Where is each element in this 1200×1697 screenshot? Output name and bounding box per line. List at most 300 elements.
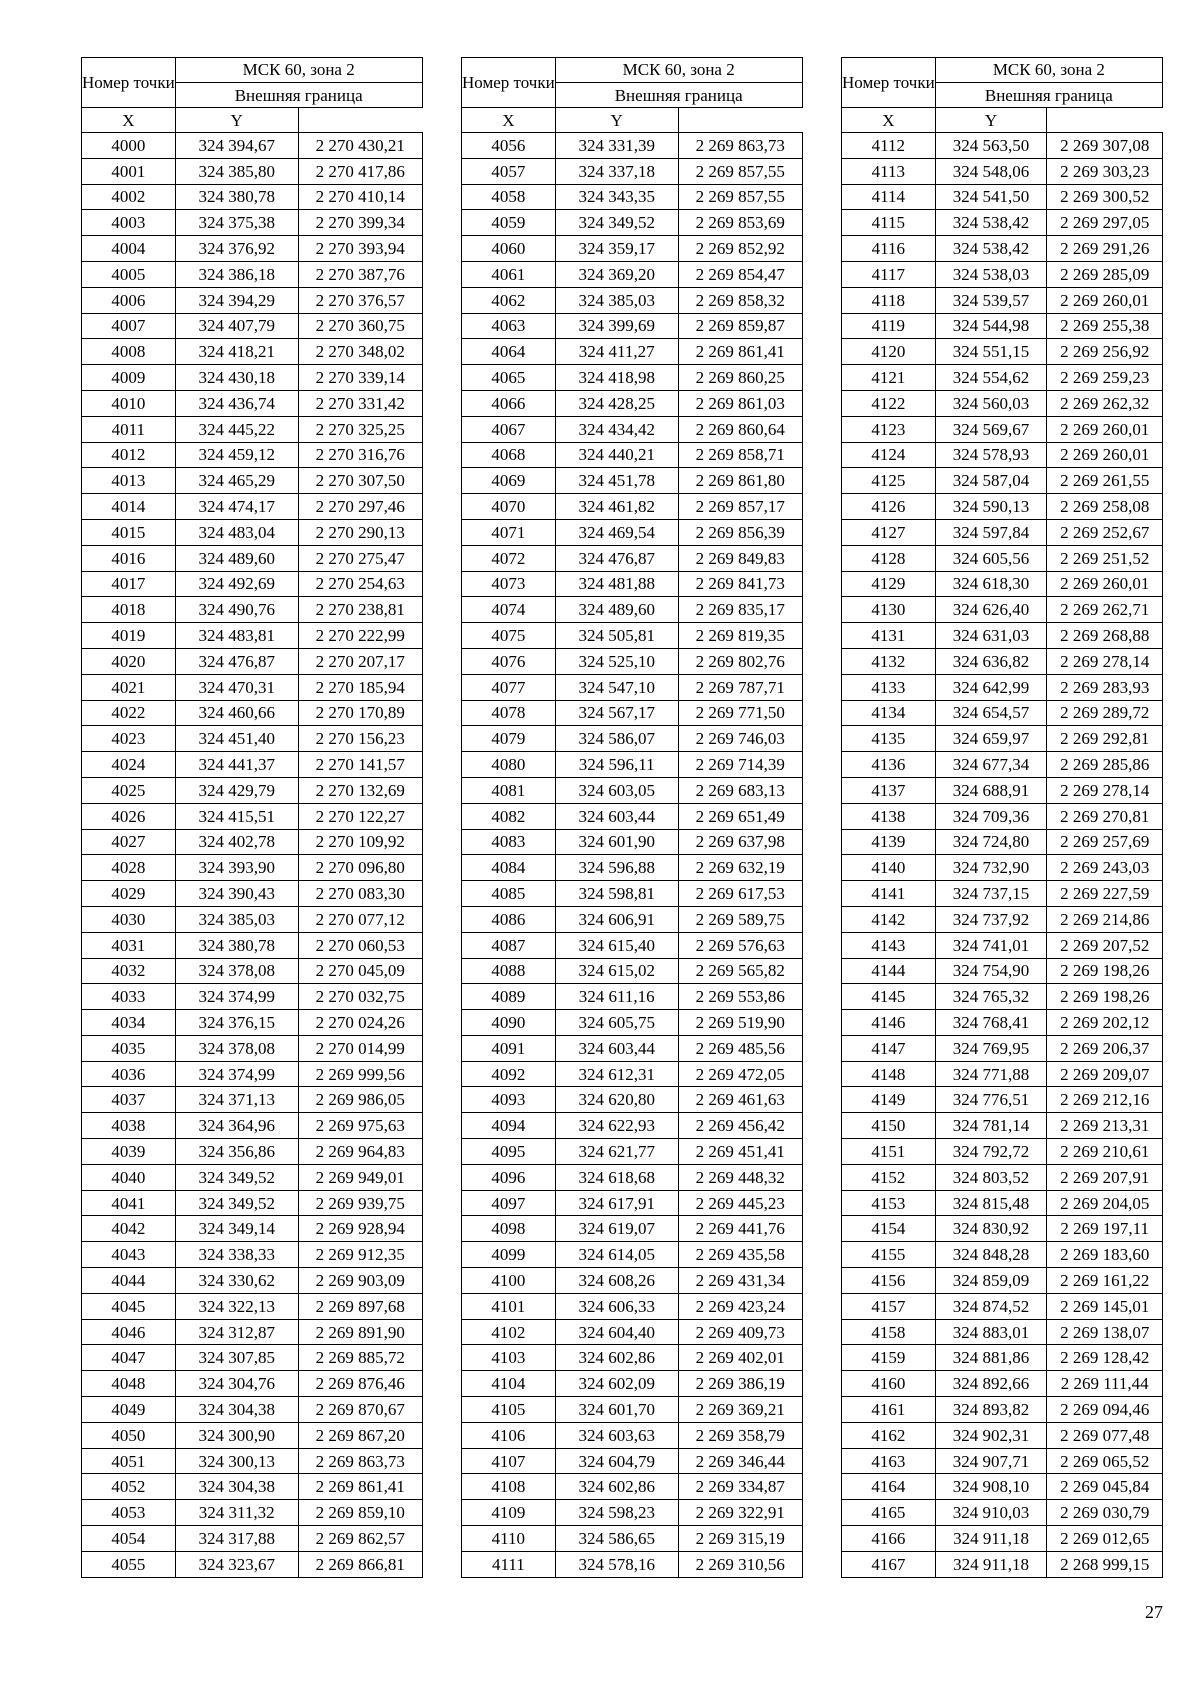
point-number-cell: 4167 [842,1551,936,1577]
point-number-cell: 4061 [462,261,556,287]
y-coordinate-cell: 2 269 322,91 [678,1500,802,1526]
y-coordinate-cell: 2 269 111,44 [1047,1371,1163,1397]
point-number-cell: 4035 [82,1035,176,1061]
table-row [842,184,1163,210]
point-number-cell: 4078 [462,700,556,726]
y-coordinate-cell: 2 269 859,87 [678,313,802,339]
table-row [82,365,423,391]
table-row [842,1242,1163,1268]
table-row [462,1061,803,1087]
x-coordinate-cell: 324 490,76 [175,597,298,623]
table-row [462,855,803,881]
y-coordinate-cell: 2 270 376,57 [298,287,422,313]
y-coordinate-cell: 2 270 170,89 [298,700,422,726]
table-row [462,1422,803,1448]
x-coordinate-cell: 324 492,69 [175,571,298,597]
y-coordinate-cell: 2 269 197,11 [1047,1216,1163,1242]
point-number-cell: 4157 [842,1293,936,1319]
x-coordinate-cell: 324 569,67 [935,416,1047,442]
point-number-cell: 4055 [82,1551,176,1577]
x-coordinate-cell: 324 474,17 [175,494,298,520]
x-coordinate-cell: 324 596,11 [555,752,678,778]
x-coordinate-cell: 324 380,78 [175,184,298,210]
point-number-cell: 4105 [462,1397,556,1423]
x-coordinate-cell: 324 317,88 [175,1526,298,1552]
table-row [82,958,423,984]
x-coordinate-cell: 324 434,42 [555,416,678,442]
x-coordinate-cell: 324 560,03 [935,390,1047,416]
y-coordinate-cell: 2 269 138,07 [1047,1319,1163,1345]
table-row [82,1422,423,1448]
y-header: Y [175,108,298,133]
y-coordinate-cell: 2 269 292,81 [1047,726,1163,752]
x-coordinate-cell: 324 451,40 [175,726,298,752]
point-number-cell: 4107 [462,1448,556,1474]
y-coordinate-cell: 2 270 360,75 [298,313,422,339]
y-coordinate-cell: 2 269 565,82 [678,958,802,984]
y-coordinate-cell: 2 269 283,93 [1047,674,1163,700]
table-row [462,210,803,236]
y-coordinate-cell: 2 269 859,10 [298,1500,422,1526]
table-row [842,906,1163,932]
table-row [842,210,1163,236]
x-coordinate-cell: 324 724,80 [935,829,1047,855]
y-coordinate-cell: 2 269 858,32 [678,287,802,313]
table-row [842,1061,1163,1087]
point-number-cell: 4154 [842,1216,936,1242]
y-coordinate-cell: 2 270 132,69 [298,777,422,803]
point-number-cell: 4065 [462,365,556,391]
point-number-cell: 4016 [82,545,176,571]
point-number-cell: 4002 [82,184,176,210]
x-coordinate-cell: 324 883,01 [935,1319,1047,1345]
table-row [82,1216,423,1242]
point-number-cell: 4145 [842,984,936,1010]
x-coordinate-cell: 324 615,02 [555,958,678,984]
x-coordinate-cell: 324 538,42 [935,236,1047,262]
point-number-cell: 4089 [462,984,556,1010]
x-coordinate-cell: 324 611,16 [555,984,678,1010]
table-row [82,726,423,752]
y-coordinate-cell: 2 270 122,27 [298,803,422,829]
point-number-cell: 4080 [462,752,556,778]
point-number-cell: 4130 [842,597,936,623]
table-row [82,1035,423,1061]
point-number-header: Номер точки [82,58,176,108]
table-row [462,1500,803,1526]
point-number-cell: 4122 [842,390,936,416]
y-coordinate-cell: 2 269 863,73 [298,1448,422,1474]
point-number-cell: 4132 [842,648,936,674]
y-coordinate-cell: 2 269 849,83 [678,545,802,571]
y-coordinate-cell: 2 269 787,71 [678,674,802,700]
table-row [842,700,1163,726]
point-number-cell: 4106 [462,1422,556,1448]
point-number-cell: 4128 [842,545,936,571]
x-coordinate-cell: 324 654,57 [935,700,1047,726]
table-row [82,1397,423,1423]
x-coordinate-cell: 324 376,92 [175,236,298,262]
table-row [842,313,1163,339]
y-coordinate-cell: 2 270 348,02 [298,339,422,365]
y-coordinate-cell: 2 270 297,46 [298,494,422,520]
x-coordinate-cell: 324 476,87 [175,648,298,674]
point-number-cell: 4136 [842,752,936,778]
y-coordinate-cell: 2 270 024,26 [298,1010,422,1036]
y-coordinate-cell: 2 269 632,19 [678,855,802,881]
table-row [842,1448,1163,1474]
point-number-cell: 4113 [842,158,936,184]
table-row [462,1345,803,1371]
point-number-cell: 4146 [842,1010,936,1036]
point-number-cell: 4042 [82,1216,176,1242]
y-coordinate-cell: 2 269 285,09 [1047,261,1163,287]
y-coordinate-cell: 2 269 802,76 [678,648,802,674]
table-row [82,1448,423,1474]
y-coordinate-cell: 2 269 262,71 [1047,597,1163,623]
table-row [842,1035,1163,1061]
x-coordinate-cell: 324 551,15 [935,339,1047,365]
x-coordinate-cell: 324 369,20 [555,261,678,287]
y-coordinate-cell: 2 269 259,23 [1047,365,1163,391]
point-number-cell: 4043 [82,1242,176,1268]
y-coordinate-cell: 2 269 300,52 [1047,184,1163,210]
y-coordinate-cell: 2 269 835,17 [678,597,802,623]
x-coordinate-cell: 324 578,16 [555,1551,678,1577]
x-coordinate-cell: 324 769,95 [935,1035,1047,1061]
y-coordinate-cell: 2 269 862,57 [298,1526,422,1552]
y-coordinate-cell: 2 269 854,47 [678,261,802,287]
y-coordinate-cell: 2 270 331,42 [298,390,422,416]
y-coordinate-cell: 2 269 077,48 [1047,1422,1163,1448]
table-row [82,1242,423,1268]
table-row [82,1500,423,1526]
point-number-cell: 4050 [82,1422,176,1448]
y-coordinate-cell: 2 269 198,26 [1047,958,1163,984]
table-row [462,1242,803,1268]
x-coordinate-cell: 324 538,03 [935,261,1047,287]
x-coordinate-cell: 324 602,86 [555,1474,678,1500]
point-number-cell: 4124 [842,442,936,468]
y-coordinate-cell: 2 269 746,03 [678,726,802,752]
point-number-cell: 4137 [842,777,936,803]
x-coordinate-cell: 324 859,09 [935,1268,1047,1294]
point-number-cell: 4022 [82,700,176,726]
table-row [82,442,423,468]
point-number-header: Номер точки [842,58,936,108]
point-number-cell: 4103 [462,1345,556,1371]
point-number-cell: 4054 [82,1526,176,1552]
table-row [462,674,803,700]
y-coordinate-cell: 2 269 714,39 [678,752,802,778]
x-coordinate-cell: 324 312,87 [175,1319,298,1345]
table-row [82,287,423,313]
table-row [82,416,423,442]
table-row [842,287,1163,313]
x-coordinate-cell: 324 803,52 [935,1164,1047,1190]
y-coordinate-cell: 2 269 857,17 [678,494,802,520]
table-row [462,1268,803,1294]
table-row [82,752,423,778]
y-coordinate-cell: 2 269 386,19 [678,1371,802,1397]
x-coordinate-cell: 324 830,92 [935,1216,1047,1242]
table-row [82,313,423,339]
y-coordinate-cell: 2 269 867,20 [298,1422,422,1448]
y-coordinate-cell: 2 269 431,34 [678,1268,802,1294]
point-number-cell: 4066 [462,390,556,416]
y-coordinate-cell: 2 269 255,38 [1047,313,1163,339]
table-row [462,803,803,829]
y-coordinate-cell: 2 269 030,79 [1047,1500,1163,1526]
point-number-cell: 4063 [462,313,556,339]
x-coordinate-cell: 324 304,38 [175,1474,298,1500]
table-row [82,855,423,881]
x-coordinate-cell: 324 602,09 [555,1371,678,1397]
y-coordinate-cell: 2 269 861,41 [298,1474,422,1500]
x-coordinate-cell: 324 544,98 [935,313,1047,339]
x-coordinate-cell: 324 603,05 [555,777,678,803]
x-coordinate-cell: 324 892,66 [935,1371,1047,1397]
table-row [82,1087,423,1113]
x-coordinate-cell: 324 605,75 [555,1010,678,1036]
y-coordinate-cell: 2 269 261,55 [1047,468,1163,494]
x-coordinate-cell: 324 378,08 [175,1035,298,1061]
table-row [842,648,1163,674]
table-row [842,1113,1163,1139]
table-row [842,1345,1163,1371]
point-number-cell: 4003 [82,210,176,236]
table-row [82,1113,423,1139]
point-number-cell: 4032 [82,958,176,984]
y-coordinate-cell: 2 269 260,01 [1047,416,1163,442]
point-number-cell: 4153 [842,1190,936,1216]
point-number-cell: 4014 [82,494,176,520]
boundary-header: Внешняя граница [175,83,422,108]
table-row [842,133,1163,159]
x-coordinate-cell: 324 732,90 [935,855,1047,881]
y-coordinate-cell: 2 269 589,75 [678,906,802,932]
point-number-cell: 4101 [462,1293,556,1319]
y-coordinate-cell: 2 270 393,94 [298,236,422,262]
point-number-cell: 4133 [842,674,936,700]
y-coordinate-cell: 2 269 861,03 [678,390,802,416]
table-row [82,1551,423,1577]
table-row [842,1397,1163,1423]
x-coordinate-cell: 324 587,04 [935,468,1047,494]
y-coordinate-cell: 2 269 065,52 [1047,1448,1163,1474]
y-coordinate-cell: 2 270 238,81 [298,597,422,623]
x-coordinate-cell: 324 597,84 [935,519,1047,545]
point-number-cell: 4030 [82,906,176,932]
point-number-cell: 4082 [462,803,556,829]
x-coordinate-cell: 324 547,10 [555,674,678,700]
table-row [462,494,803,520]
y-coordinate-cell: 2 269 206,37 [1047,1035,1163,1061]
point-number-cell: 4020 [82,648,176,674]
table-row [462,1010,803,1036]
point-number-cell: 4121 [842,365,936,391]
table-row [842,468,1163,494]
table-row [462,1113,803,1139]
y-coordinate-cell: 2 269 866,81 [298,1551,422,1577]
point-number-cell: 4150 [842,1113,936,1139]
x-coordinate-cell: 324 907,71 [935,1448,1047,1474]
table-row [462,984,803,1010]
point-number-cell: 4125 [842,468,936,494]
point-number-cell: 4031 [82,932,176,958]
y-coordinate-cell: 2 270 083,30 [298,881,422,907]
table-row [462,958,803,984]
table-row [462,1371,803,1397]
x-coordinate-cell: 324 618,30 [935,571,1047,597]
table-row [842,1293,1163,1319]
x-coordinate-cell: 324 393,90 [175,855,298,881]
table-row [82,1190,423,1216]
table-row [82,1371,423,1397]
y-coordinate-cell: 2 269 210,61 [1047,1139,1163,1165]
point-number-cell: 4131 [842,623,936,649]
y-coordinate-cell: 2 269 369,21 [678,1397,802,1423]
x-coordinate-cell: 324 483,81 [175,623,298,649]
x-coordinate-cell: 324 737,15 [935,881,1047,907]
point-number-cell: 4009 [82,365,176,391]
y-coordinate-cell: 2 269 278,14 [1047,648,1163,674]
point-number-cell: 4163 [842,1448,936,1474]
table-row [462,726,803,752]
x-coordinate-cell: 324 311,32 [175,1500,298,1526]
table-row [82,881,423,907]
point-number-cell: 4151 [842,1139,936,1165]
point-number-cell: 4052 [82,1474,176,1500]
point-number-cell: 4074 [462,597,556,623]
table-row [82,184,423,210]
y-coordinate-cell: 2 269 303,23 [1047,158,1163,184]
x-coordinate-cell: 324 436,74 [175,390,298,416]
x-coordinate-cell: 324 330,62 [175,1268,298,1294]
table-row [462,906,803,932]
point-number-cell: 4111 [462,1551,556,1577]
point-number-cell: 4079 [462,726,556,752]
point-number-cell: 4028 [82,855,176,881]
y-coordinate-cell: 2 269 451,41 [678,1139,802,1165]
point-number-cell: 4123 [842,416,936,442]
x-coordinate-cell: 324 636,82 [935,648,1047,674]
x-coordinate-cell: 324 470,31 [175,674,298,700]
y-coordinate-cell: 2 270 045,09 [298,958,422,984]
point-number-cell: 4118 [842,287,936,313]
point-number-header: Номер точки [462,58,556,108]
point-number-cell: 4139 [842,829,936,855]
x-coordinate-cell: 324 459,12 [175,442,298,468]
table-row [462,1035,803,1061]
point-number-cell: 4084 [462,855,556,881]
x-coordinate-cell: 324 541,50 [935,184,1047,210]
x-coordinate-cell: 324 394,67 [175,133,298,159]
x-coordinate-cell: 324 338,33 [175,1242,298,1268]
y-coordinate-cell: 2 270 014,99 [298,1035,422,1061]
y-coordinate-cell: 2 269 268,88 [1047,623,1163,649]
x-coordinate-cell: 324 902,31 [935,1422,1047,1448]
x-coordinate-cell: 324 598,23 [555,1500,678,1526]
table-row [82,210,423,236]
table-row [842,958,1163,984]
y-coordinate-cell: 2 269 260,01 [1047,287,1163,313]
table-row [842,494,1163,520]
point-number-cell: 4086 [462,906,556,932]
table-row [462,133,803,159]
x-coordinate-cell: 324 563,50 [935,133,1047,159]
x-coordinate-cell: 324 605,56 [935,545,1047,571]
x-coordinate-cell: 324 374,99 [175,984,298,1010]
table-row [462,1216,803,1242]
x-coordinate-cell: 324 606,91 [555,906,678,932]
x-coordinate-cell: 324 608,26 [555,1268,678,1294]
table-row [462,1164,803,1190]
x-coordinate-cell: 324 603,44 [555,803,678,829]
table-row [462,468,803,494]
y-coordinate-cell: 2 270 156,23 [298,726,422,752]
point-number-cell: 4109 [462,1500,556,1526]
point-number-cell: 4087 [462,932,556,958]
table-row [842,752,1163,778]
table-row [82,623,423,649]
point-number-cell: 4018 [82,597,176,623]
x-header: X [82,108,176,133]
table-row [842,571,1163,597]
y-coordinate-cell: 2 269 212,16 [1047,1087,1163,1113]
point-number-cell: 4068 [462,442,556,468]
table-row [462,1190,803,1216]
table-row [462,700,803,726]
x-coordinate-cell: 324 300,13 [175,1448,298,1474]
point-number-cell: 4147 [842,1035,936,1061]
table-row [82,1061,423,1087]
point-number-cell: 4138 [842,803,936,829]
x-coordinate-cell: 324 415,51 [175,803,298,829]
point-number-cell: 4053 [82,1500,176,1526]
x-coordinate-cell: 324 754,90 [935,958,1047,984]
table-row [842,881,1163,907]
x-coordinate-cell: 324 307,85 [175,1345,298,1371]
table-row [82,1293,423,1319]
y-coordinate-cell: 2 269 852,92 [678,236,802,262]
y-coordinate-cell: 2 268 999,15 [1047,1551,1163,1577]
x-coordinate-cell: 324 331,39 [555,133,678,159]
point-number-cell: 4001 [82,158,176,184]
point-number-cell: 4129 [842,571,936,597]
y-coordinate-cell: 2 269 262,32 [1047,390,1163,416]
y-coordinate-cell: 2 270 417,86 [298,158,422,184]
x-coordinate-cell: 324 418,21 [175,339,298,365]
x-coordinate-cell: 324 618,68 [555,1164,678,1190]
point-number-cell: 4048 [82,1371,176,1397]
table-row [462,752,803,778]
table-row [842,1268,1163,1294]
point-number-cell: 4094 [462,1113,556,1139]
x-coordinate-cell: 324 359,17 [555,236,678,262]
table-row [462,1448,803,1474]
table-row [462,416,803,442]
point-number-cell: 4062 [462,287,556,313]
x-coordinate-cell: 324 465,29 [175,468,298,494]
x-coordinate-cell: 324 768,41 [935,1010,1047,1036]
x-coordinate-cell: 324 428,25 [555,390,678,416]
table-row [462,365,803,391]
x-coordinate-cell: 324 601,90 [555,829,678,855]
table-row [82,545,423,571]
x-coordinate-cell: 324 304,38 [175,1397,298,1423]
point-number-cell: 4085 [462,881,556,907]
